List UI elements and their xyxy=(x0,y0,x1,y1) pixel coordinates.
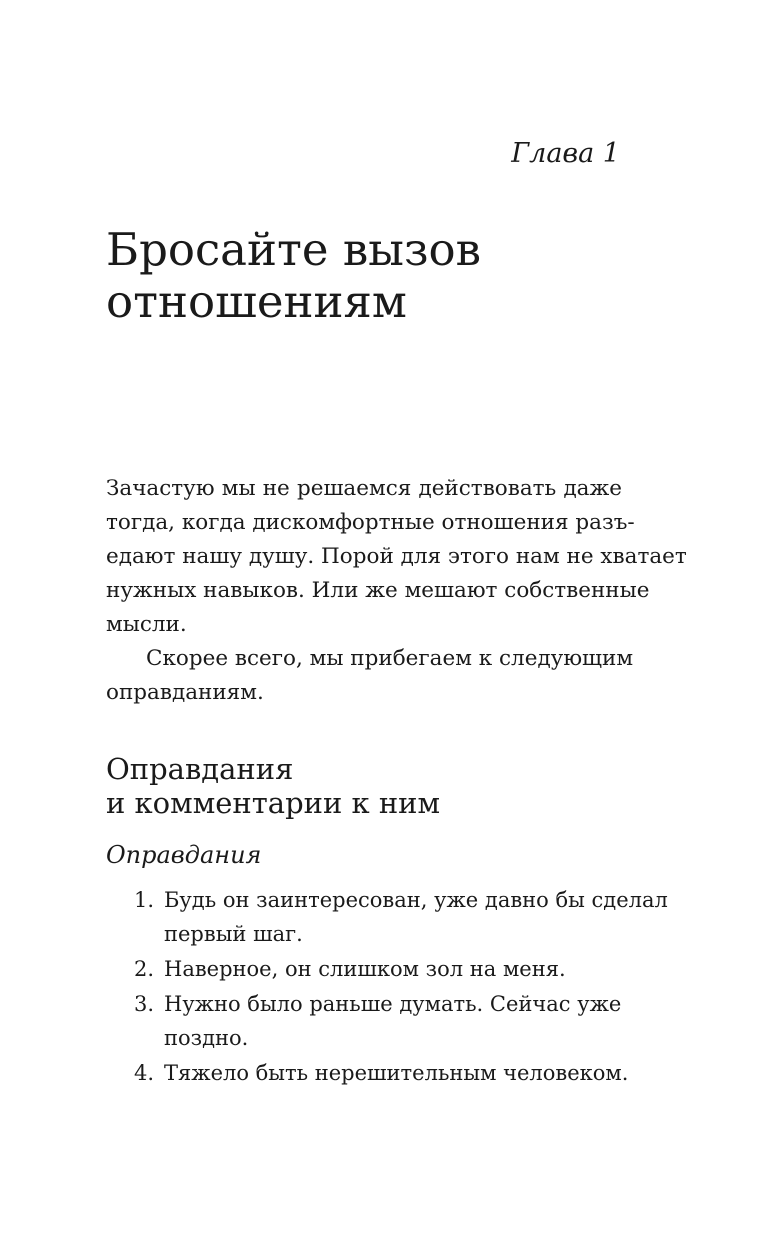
list-item-line: Будь он заинтересован, уже давно бы сделал xyxy=(164,888,668,912)
section-heading-line: Оправдания xyxy=(106,752,294,786)
list-item-line: Наверное, он слишком зол на меня. xyxy=(164,957,566,981)
intro-text xyxy=(106,472,687,710)
list-item-line: Тяжело быть нерешительным человеком. xyxy=(164,1061,629,1085)
list-item-line: поздно. xyxy=(164,1026,249,1050)
paragraph-line: Зачастую мы не решаемся действовать даже xyxy=(106,476,622,501)
list-item-number: 4. xyxy=(134,1061,155,1085)
paragraph-line: оправданиям. xyxy=(106,680,264,705)
paragraph-line: мысли. xyxy=(106,612,187,637)
chapter-label: Глава 1 xyxy=(511,138,620,169)
section-heading-line: и комментарии к ним xyxy=(106,786,441,820)
excuse-list xyxy=(106,883,668,1091)
paragraph-line: тогда, когда дискомфортные отношения разъ- xyxy=(106,510,635,535)
section-heading xyxy=(106,752,440,820)
list-item xyxy=(106,987,622,1055)
list-item-number: 3. xyxy=(134,992,155,1016)
list-item xyxy=(106,1056,629,1090)
list-item-line: Нужно было раньше думать. Сейчас уже xyxy=(164,992,622,1016)
paragraph-line: нужных навыков. Или же мешают собственные xyxy=(106,578,650,603)
chapter-title xyxy=(106,224,666,328)
intro-paragraph-2 xyxy=(106,642,634,710)
list-item-line: первый шаг. xyxy=(164,922,303,946)
list-item-number: 2. xyxy=(134,957,155,981)
list-item xyxy=(106,883,668,951)
list-item-number: 1. xyxy=(134,888,155,912)
paragraph-line: Скорее всего, мы прибегаем к следующим xyxy=(146,646,634,671)
chapter-title-line: Бросайте вызов xyxy=(106,223,481,276)
paragraph-line: едают нашу душу. Порой для этого нам не хватает xyxy=(106,544,687,569)
intro-paragraph-1 xyxy=(106,472,687,642)
subsection-heading: Оправдания xyxy=(106,841,262,869)
list-item xyxy=(106,952,622,986)
chapter-title-line: отношениям xyxy=(106,275,407,328)
